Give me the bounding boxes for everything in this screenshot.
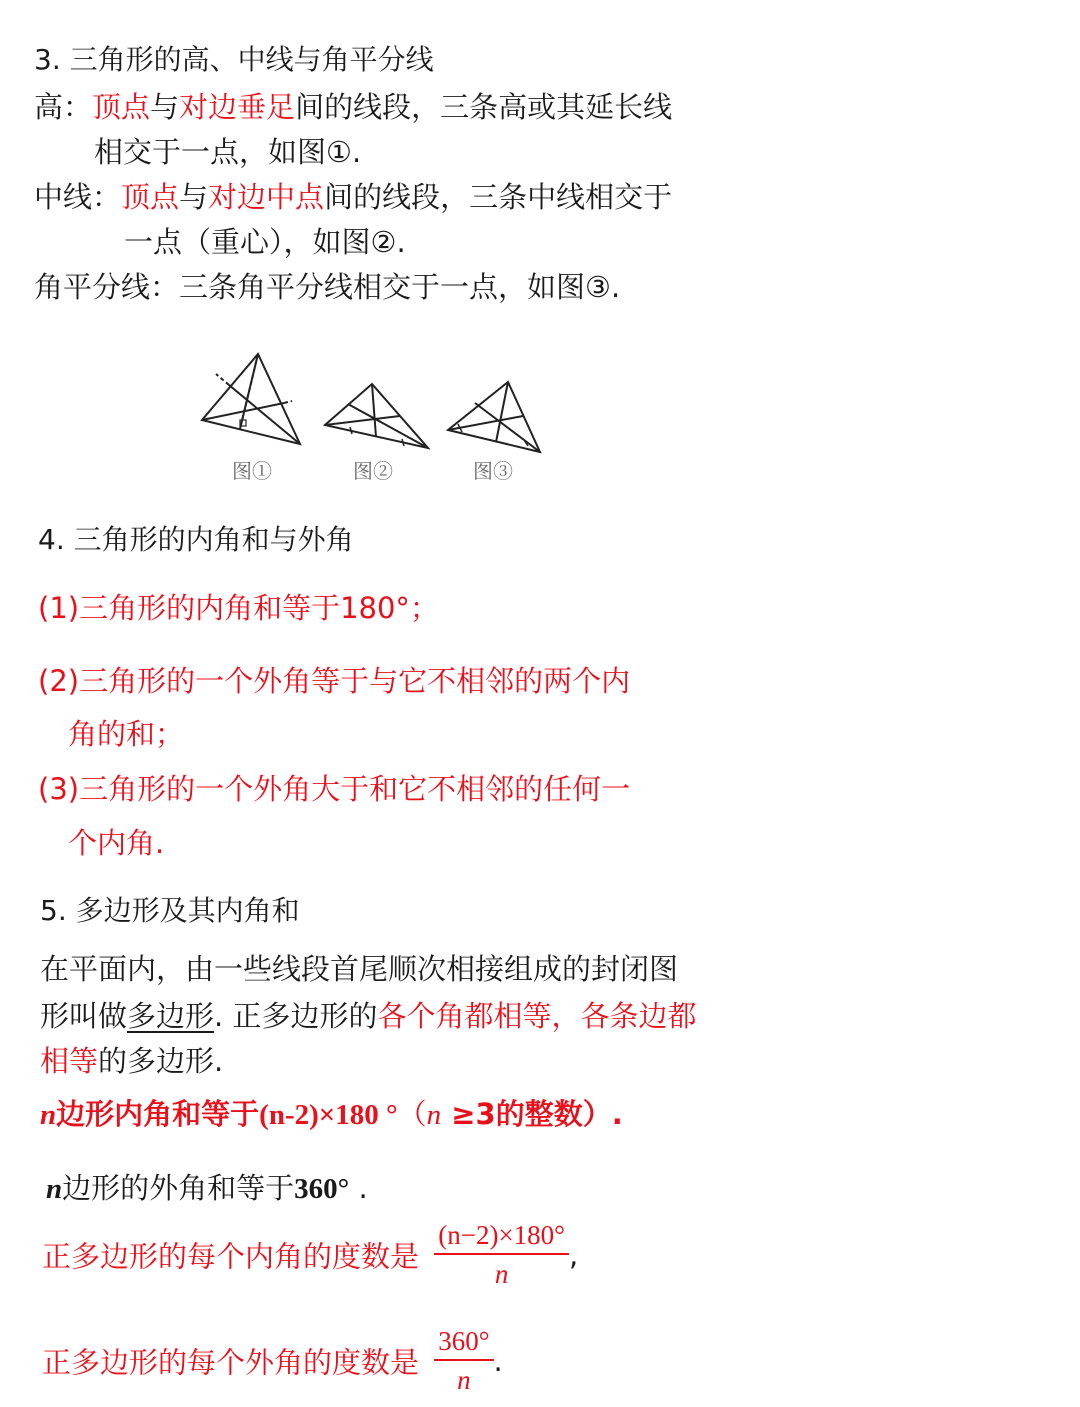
bisector-definition: 角平分线：三条角平分线相交于一点，如图③. — [34, 270, 621, 304]
interior-angle-sum — [40, 1096, 623, 1133]
median-rest: 间的线段，三条中线相交于 — [324, 180, 673, 214]
median-vertex: 顶点 — [121, 180, 180, 214]
figure-1-caption: 图① — [232, 461, 272, 483]
def-text-c: 的多边形. — [98, 1044, 224, 1078]
def-text-a: 形叫做 — [40, 999, 128, 1033]
exterior-text: 边形的外角和等于 — [62, 1171, 295, 1205]
altitude-vertex: 顶点 — [92, 90, 151, 124]
altitude-rest: 间的线段，三条高或其延长线 — [295, 90, 673, 124]
interior-cond-open: （ — [397, 1097, 427, 1131]
median-definition — [34, 179, 672, 215]
def-text-b: . 正多边形的 — [214, 999, 378, 1033]
each-exterior-denominator: n — [457, 1365, 471, 1395]
interior-formula: (n-2)×180 ° — [259, 1099, 398, 1131]
figure-2-caption: 图② — [353, 461, 393, 483]
section-4-item-3-line-1: (3)三角形的一个外角大于和它不相邻的任何一 — [38, 772, 631, 806]
interior-n: n — [40, 1099, 57, 1131]
section-5-title: 5. 多边形及其内角和 — [40, 894, 300, 927]
each-interior-text: 正多边形的每个内角的度数是 — [42, 1239, 420, 1274]
section-4-item-1: (1)三角形的内角和等于180°； — [38, 591, 439, 625]
polygon-definition-line-2 — [40, 998, 696, 1034]
polygon-definition-line-1: 在平面内，由一些线段首尾顺次相接组成的封闭图 — [40, 952, 679, 986]
polygon-definition-line-3 — [40, 1043, 223, 1079]
interior-cond-rest: ≥3的整数）. — [441, 1097, 623, 1131]
def-text-red: 各个角都相等，各条边都 — [377, 999, 697, 1033]
figure-3-caption: 图③ — [473, 461, 513, 483]
each-interior-denominator: n — [494, 1259, 509, 1289]
median-line2: 一点（重心），如图②. — [124, 225, 406, 259]
altitude-label: 高： — [34, 90, 93, 124]
figure-1-altitudes — [202, 354, 300, 444]
median-midpoint: 对边中点 — [208, 180, 325, 214]
each-exterior-text: 正多边形的每个外角的度数是 — [42, 1345, 420, 1380]
each-interior-end: , — [568, 1238, 579, 1272]
altitude-line2: 相交于一点，如图①. — [94, 135, 362, 169]
each-exterior-end: . — [493, 1344, 503, 1378]
exterior-angle-sum — [46, 1170, 368, 1207]
interior-cond-n: n — [426, 1099, 442, 1131]
figure-2-medians — [325, 384, 428, 448]
exterior-n: n — [46, 1173, 63, 1205]
figure-3-bisectors — [448, 382, 540, 452]
each-interior-numerator: (n−2)×180° — [434, 1220, 569, 1255]
section-4-title: 4. 三角形的内角和与外角 — [38, 523, 354, 556]
exterior-end: . — [349, 1171, 368, 1205]
altitude-definition — [34, 89, 672, 125]
median-and: 与 — [179, 180, 209, 214]
each-interior-angle — [42, 1220, 578, 1290]
triangle-figures — [190, 340, 560, 490]
polygon-term: 多边形 — [127, 999, 215, 1033]
altitude-and: 与 — [150, 90, 180, 124]
interior-text: 边形内角和等于 — [56, 1097, 260, 1131]
each-exterior-numerator: 360° — [434, 1326, 493, 1361]
each-exterior-fraction — [434, 1326, 493, 1396]
section-4-item-2-line-2: 角的和； — [68, 717, 185, 751]
each-exterior-angle — [42, 1326, 503, 1396]
section-4-item-3-line-2: 个内角. — [68, 826, 165, 860]
section-3-title: 3. 三角形的高、中线与角平分线 — [34, 43, 434, 76]
each-interior-fraction — [434, 1220, 569, 1290]
exterior-value: 360° — [294, 1173, 350, 1205]
section-4-item-2-line-1: (2)三角形的一个外角等于与它不相邻的两个内 — [38, 664, 631, 698]
median-label: 中线： — [34, 180, 122, 214]
def-text-red-2: 相等 — [40, 1044, 99, 1078]
altitude-foot: 对边垂足 — [179, 90, 296, 124]
